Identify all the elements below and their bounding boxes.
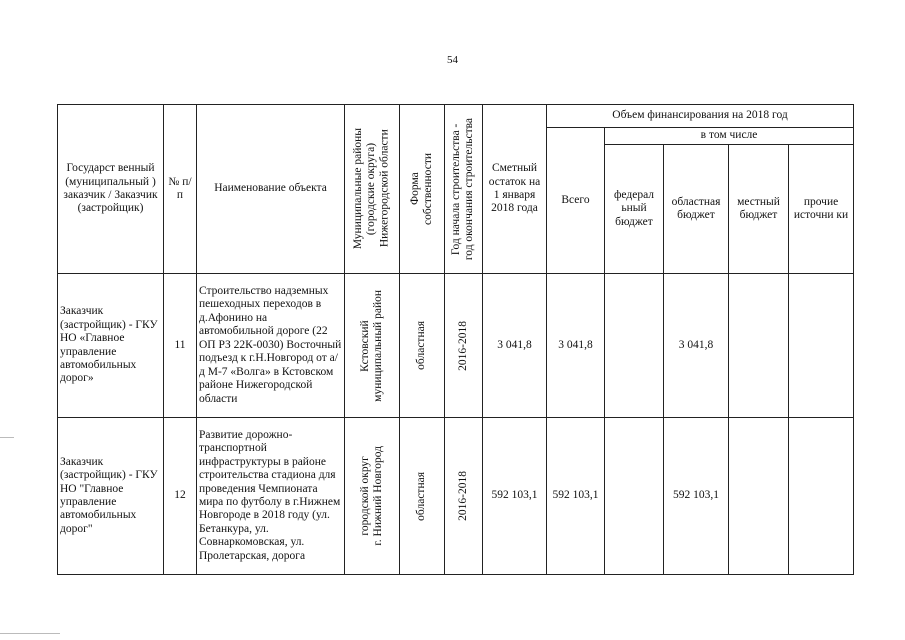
row-num: 11 <box>164 274 197 418</box>
row-total: 592 103,1 <box>547 418 605 575</box>
row-other <box>789 418 854 575</box>
row-district-text: городской округ г. Нижний Новгород <box>358 446 384 546</box>
scan-edge-mark <box>0 633 60 634</box>
row-district <box>345 418 400 575</box>
row-ownership <box>400 418 445 575</box>
row-other <box>789 274 854 418</box>
header-local: местный бюджет <box>729 145 789 274</box>
row-federal <box>605 274 664 418</box>
header-estimate: Сметный остаток на 1 января 2018 года <box>483 105 547 274</box>
header-federal: федерал ьный бюджет <box>605 145 664 274</box>
header-regional: областная бюджет <box>664 145 729 274</box>
table-row <box>58 418 854 575</box>
row-customer: Заказчик (застройщик) - ГКУ НО "Главное управление автомобильных дорог" <box>58 418 164 575</box>
header-years-text: Год начала строительства - год окончания строительства <box>450 117 476 261</box>
row-regional: 592 103,1 <box>664 418 729 575</box>
row-district-text: Кстовский муниципальный район <box>358 289 384 402</box>
header-ownership-text: Форма собственности <box>408 153 434 225</box>
header-ownership <box>400 105 445 274</box>
row-estimate: 592 103,1 <box>483 418 547 575</box>
table-row <box>58 274 854 418</box>
row-regional: 3 041,8 <box>664 274 729 418</box>
header-customer: Государст венный (муниципальный ) заказчик / Заказчик (застройщик) <box>58 105 164 274</box>
header-districts <box>345 105 400 274</box>
row-years-text: 2016-2018 <box>456 320 469 371</box>
row-years-text: 2016-2018 <box>456 471 469 521</box>
row-ownership-text: областная <box>415 321 428 370</box>
header-years <box>445 105 483 274</box>
row-local <box>729 418 789 575</box>
header-num: № п/п <box>164 105 197 274</box>
row-num: 12 <box>164 418 197 575</box>
row-customer: Заказчик (застройщик) - ГКУ НО «Главное управление автомобильных дорог» <box>58 274 164 418</box>
header-financing-group: Объем финансирования на 2018 год <box>547 105 854 128</box>
row-years <box>445 418 483 575</box>
row-ownership-text: областная <box>415 471 428 521</box>
row-district <box>345 274 400 418</box>
row-federal <box>605 418 664 575</box>
header-total: Всего <box>547 128 605 274</box>
row-local <box>729 274 789 418</box>
row-object: Строительство надземных пешеходных переходов в д.Афонино на автомобильной дороге (22 ОП РЗ 22К-0030) Восточный подъезд к г.Н.Новгород от а/д М-7 «Волга» в Кстовском районе Нижегородской области <box>197 274 345 418</box>
header-districts-text: Муниципальные районы (городские округа) Нижегородской области <box>352 128 391 250</box>
row-estimate: 3 041,8 <box>483 274 547 418</box>
row-ownership <box>400 274 445 418</box>
header-other: прочие источни ки <box>789 145 854 274</box>
header-including: в том числе <box>605 128 854 145</box>
row-total: 3 041,8 <box>547 274 605 418</box>
header-object: Наименование объекта <box>197 105 345 274</box>
financing-table <box>57 104 854 575</box>
page-number: 54 <box>447 54 458 66</box>
row-object: Развитие дорожно-транспортной инфраструктуры в районе строительства стадиона для проведения Чемпионата мира по футболу в г.Нижнем Новгороде в 2018 году (ул. Бетанкура, ул. Совнаркомовская, ул. Пролетарская, дорога <box>197 418 345 575</box>
row-years <box>445 274 483 418</box>
scan-edge-mark <box>0 437 14 438</box>
header-row-1 <box>58 105 854 128</box>
